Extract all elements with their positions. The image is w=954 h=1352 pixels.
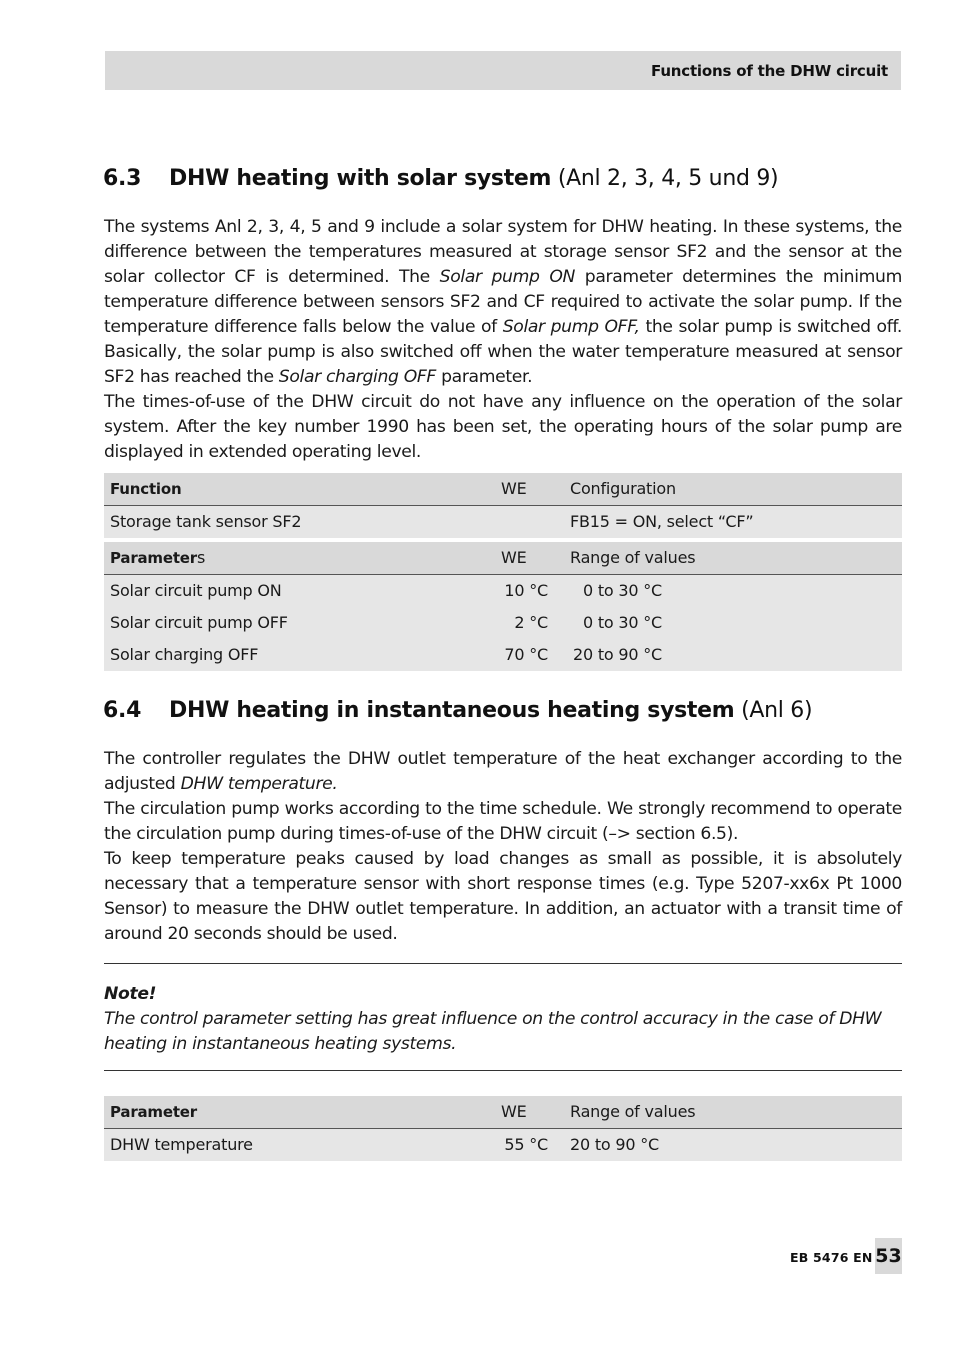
table-header-cell: WE [501, 479, 527, 498]
section-6-3-body [104, 215, 902, 465]
paragraph: To keep temperature peaks caused by load changes as small as possible, it is absolutely necessary that a temperature sensor with short response times (e.g. Type 5207-xx6x Pt 1000 Sensor) to measure the DHW outlet temperature. In addition, an actuator with a transit time of around 20 seconds should be used. [104, 849, 902, 944]
table-row [104, 1129, 902, 1161]
table-header-cell: Range of values [570, 1102, 696, 1121]
section-title: DHW heating in instantaneous heating system [169, 698, 735, 723]
section-title: DHW heating with solar system [169, 166, 552, 191]
paragraph: The circulation pump works according to the time schedule. We strongly recommend to operate the circulation pump during times-of-use of the DHW circuit (–> section 6.5). [104, 799, 902, 844]
table-header-cell: Configuration [570, 479, 676, 498]
section-number: 6.4 [103, 698, 142, 723]
table-header-cell: Function [110, 480, 182, 498]
text-run: The controller regulates the DHW outlet temperature of the heat exchanger according to the adjusted [104, 749, 902, 794]
section-heading-6-3 [103, 166, 778, 191]
table-cell: Solar circuit pump OFF [110, 613, 288, 632]
table-header-cell: WE [501, 548, 527, 567]
table-cell: 0 to 30 °C [582, 581, 662, 600]
table-cell: DHW temperature [110, 1135, 253, 1154]
table-header-bold: Parameter [110, 549, 197, 567]
paragraph: The times-of-use of the DHW circuit do not have any influence on the operation of the solar system. After the key number 1990 has been set, the operating hours of the solar pump are displayed in extended operating level. [104, 392, 902, 462]
table-cell: 2 °C [514, 613, 548, 632]
note-bottom-rule [104, 1070, 902, 1071]
table-header-row [104, 1096, 902, 1129]
page-header [105, 51, 901, 90]
parameter-name: Solar pump OFF, [502, 317, 640, 337]
section-suffix: (Anl 6) [734, 698, 813, 723]
table-header-cell: WE [501, 1102, 527, 1121]
section-6-4-body [104, 747, 902, 947]
note-text: The control parameter setting has great influence on the control accuracy in the case of DHW heating in instantaneous heating systems. [104, 1009, 882, 1054]
table-6-3 [104, 473, 902, 671]
table-header-row [104, 473, 902, 506]
table-header-cell [110, 542, 205, 574]
paragraph [104, 747, 902, 797]
note-box [104, 982, 902, 1057]
parameter-name: Solar pump ON [439, 267, 576, 287]
text-run: The systems Anl 2, 3, 4, 5 and 9 include a solar system for DHW heating. In these systems, the difference between the temperatures measured at storage sensor SF2 and the sensor at the solar collector CF is determined. The [104, 217, 902, 287]
section-heading-6-4 [103, 698, 812, 723]
table-cell: 10 °C [504, 581, 548, 600]
parameter-name: DHW temperature. [180, 774, 338, 794]
header-title: Functions of the DHW circuit [651, 62, 888, 80]
table-cell: Solar circuit pump ON [110, 581, 282, 600]
table-cell: 20 to 90 °C [572, 645, 662, 664]
table-header-row [104, 542, 902, 575]
note-title: Note! [104, 984, 157, 1004]
table-header-cell: Parameter [110, 1103, 197, 1121]
footer-document-id: EB 5476 EN [790, 1250, 873, 1265]
page-number: 53 [875, 1238, 902, 1274]
table-header-rest: s [196, 548, 206, 567]
parameter-name: Solar charging OFF [278, 367, 436, 387]
table-cell: 70 °C [504, 645, 548, 664]
table-cell: 20 to 90 °C [570, 1135, 660, 1154]
table-row [104, 575, 902, 607]
table-6-4 [104, 1096, 902, 1161]
table-cell: 55 °C [504, 1135, 548, 1154]
table-row [104, 607, 902, 639]
table-cell: 0 to 30 °C [582, 613, 662, 632]
table-cell: Solar charging OFF [110, 645, 259, 664]
text-run: parameter. [435, 367, 533, 387]
section-suffix: (Anl 2, 3, 4, 5 und 9) [551, 166, 779, 191]
text-run: the solar pump is switched off. Basically, the solar pump is also switched off when the water temperature measured at sensor SF2 has reached the [104, 317, 902, 387]
table-cell: FB15 = ON, select “CF” [570, 512, 754, 531]
table-row [104, 506, 902, 538]
table-header-cell: Range of values [570, 548, 696, 567]
paragraph [104, 215, 902, 390]
table-cell: Storage tank sensor SF2 [110, 512, 302, 531]
note-top-rule [104, 963, 902, 964]
text-run: parameter determines the minimum temperature difference between sensors SF2 and CF required to activate the solar pump. If the temperature difference falls below the value of [104, 267, 902, 337]
table-row [104, 639, 902, 671]
section-number: 6.3 [103, 166, 142, 191]
